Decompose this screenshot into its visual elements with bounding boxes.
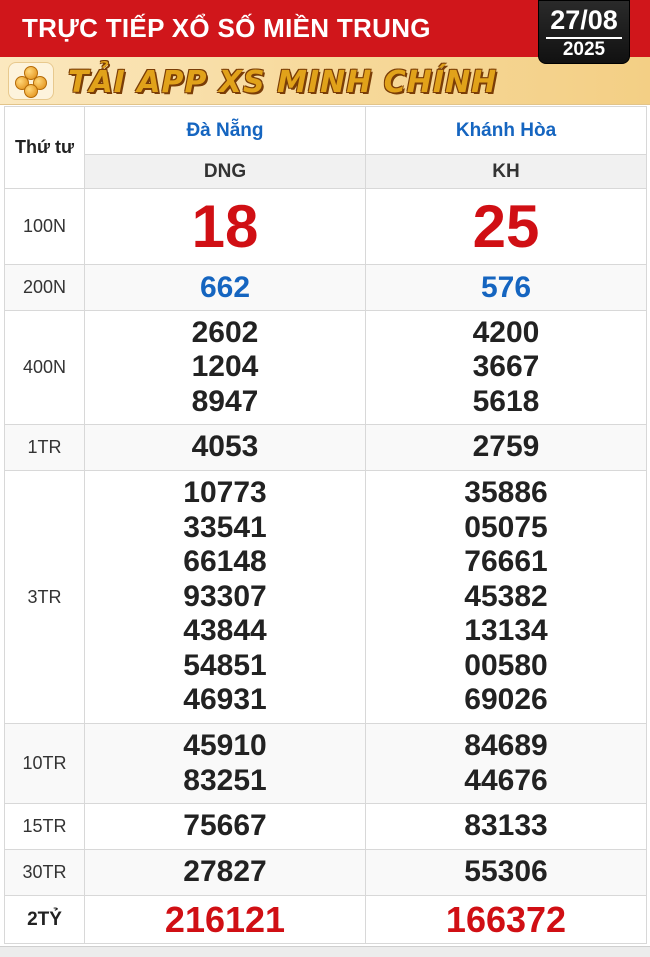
prize-label: 100N <box>5 189 85 265</box>
prize-cell <box>366 896 647 944</box>
prize-cell <box>366 471 647 724</box>
prize-cell <box>85 804 366 850</box>
prize-cell <box>85 896 366 944</box>
prize-row <box>5 311 647 425</box>
winning-number: 4200 <box>472 315 540 349</box>
prize-cell <box>85 425 366 471</box>
prize-row <box>5 850 647 896</box>
winning-number: 13134 <box>464 614 548 648</box>
winning-number: 45910 <box>183 729 267 762</box>
winning-number: 93307 <box>183 579 267 613</box>
date-day: 27/08 <box>550 5 618 35</box>
prize-row <box>5 425 647 471</box>
winning-number: 46931 <box>183 683 267 717</box>
winning-number: 66148 <box>183 545 267 579</box>
province-code: KH <box>366 155 647 189</box>
prize-label: 15TR <box>5 804 85 850</box>
lottery-balls-icon <box>8 62 54 100</box>
winning-number: 576 <box>480 270 532 304</box>
date-year: 2025 <box>562 39 606 60</box>
prize-cell <box>366 804 647 850</box>
winning-number: 18 <box>191 192 259 260</box>
prize-cell <box>85 724 366 804</box>
winning-number: 10773 <box>183 476 267 510</box>
winning-number: 83251 <box>183 763 267 797</box>
prize-row <box>5 189 647 265</box>
winning-number: 55306 <box>464 855 548 889</box>
province-name[interactable]: Đà Nẵng <box>85 107 366 155</box>
prize-cell <box>366 189 647 265</box>
footer-strip <box>0 946 650 957</box>
banner-text: TẢI APP XS MINH CHÍNH <box>68 65 498 100</box>
winning-number: 76661 <box>464 545 548 579</box>
prize-label: 2TỶ <box>5 896 85 944</box>
winning-number: 45382 <box>464 579 548 613</box>
prize-cell <box>85 265 366 311</box>
winning-number: 216121 <box>164 898 286 940</box>
winning-number: 8947 <box>191 384 259 418</box>
winning-number: 69026 <box>464 683 548 717</box>
prize-label: 1TR <box>5 425 85 471</box>
winning-number: 166372 <box>445 898 567 940</box>
winning-number: 2759 <box>472 430 540 464</box>
province-code: DNG <box>85 155 366 189</box>
winning-number: 1204 <box>191 350 259 384</box>
winning-number: 662 <box>199 270 251 304</box>
prize-cell <box>366 265 647 311</box>
prize-cell <box>85 311 366 425</box>
prize-label: 200N <box>5 265 85 311</box>
prize-cell <box>366 425 647 471</box>
winning-number: 83133 <box>464 809 548 843</box>
prize-cell <box>366 311 647 425</box>
prize-row <box>5 265 647 311</box>
winning-number: 4053 <box>191 430 259 464</box>
prize-cell <box>85 850 366 896</box>
winning-number: 3667 <box>472 350 540 384</box>
prize-label: 30TR <box>5 850 85 896</box>
winning-number: 54851 <box>183 648 267 682</box>
prize-label: 400N <box>5 311 85 425</box>
app-download-banner[interactable] <box>0 57 650 105</box>
winning-number: 27827 <box>183 855 267 889</box>
winning-number: 33541 <box>183 510 267 544</box>
prize-row <box>5 896 647 944</box>
prize-row <box>5 724 647 804</box>
prize-row <box>5 804 647 850</box>
weekday-header: Thứ tư <box>5 107 85 189</box>
winning-number: 75667 <box>183 809 267 843</box>
province-name[interactable]: Khánh Hòa <box>366 107 647 155</box>
prize-cell <box>366 724 647 804</box>
winning-number: 05075 <box>464 510 548 544</box>
date-badge <box>538 0 630 64</box>
prize-cell <box>366 850 647 896</box>
prize-row <box>5 471 647 724</box>
winning-number: 35886 <box>464 476 548 510</box>
winning-number: 00580 <box>464 648 548 682</box>
winning-number: 2602 <box>191 315 259 349</box>
prize-label: 3TR <box>5 471 85 724</box>
winning-number: 43844 <box>183 614 267 648</box>
prize-label: 10TR <box>5 724 85 804</box>
winning-number: 5618 <box>472 384 540 418</box>
page-title: TRỰC TIẾP XỔ SỐ MIỀN TRUNG <box>22 13 431 43</box>
results-table <box>4 106 647 944</box>
winning-number: 25 <box>472 192 540 260</box>
prize-cell <box>85 471 366 724</box>
prize-cell <box>85 189 366 265</box>
winning-number: 44676 <box>464 763 548 797</box>
winning-number: 84689 <box>464 729 548 762</box>
